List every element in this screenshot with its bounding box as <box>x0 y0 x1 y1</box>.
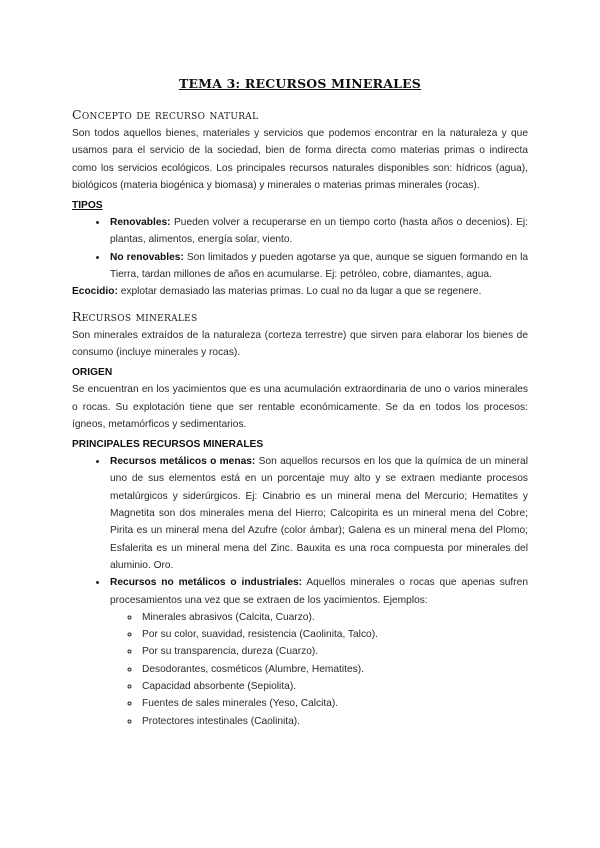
term-metalicos: Recursos metálicos o menas: <box>110 456 256 468</box>
term-renovables: Renovables: <box>110 217 171 229</box>
principales-list <box>72 453 528 730</box>
text-no-metalicos: Aquellos minerales o rocas que apenas sufren procesamientos una vez que se extraen de los yacimientos. Ejemplos: <box>110 577 528 606</box>
text-no-renovables: Son limitados y pueden agotarse ya que, aunque se siguen formando en la Tierra, tardan millones de años en acumularse. Ej: petróleo, cobre, diamantes, agua. <box>110 251 528 281</box>
concepto-paragraph: Son todos aquellos bienes, materiales y servicios que podemos encontrar en la naturaleza y que usamos para el servicio de la sociedad, bien de forma directa como materias primas o indirecta como los servicios ecológicos. Los principales recursos naturales disponibles son: hídricos (agua), biológicos (materia biogénica y biomasa) y minerales o materias primas minerales (rocas). <box>72 128 528 191</box>
list-item-ejemplo: ◦ Fuentes de sales minerales (Yeso, Calcita). <box>140 695 528 712</box>
ejemplos-list <box>110 609 528 730</box>
origen-label: ORIGEN <box>72 367 113 379</box>
list-item-ejemplo: ◦ Por su transparencia, dureza (Cuarzo). <box>140 643 528 660</box>
document-page <box>72 76 528 730</box>
document-title: TEMA 3: RECURSOS MINERALES <box>178 76 422 91</box>
tipos-list <box>72 214 528 283</box>
recursos-paragraph: Son minerales extraídos de la naturaleza (corteza terrestre) que sirven para elaborar los bienes de consumo (incluye minerales y rocas). <box>72 329 528 358</box>
list-item-metalicos <box>108 453 528 574</box>
term-ecocidio: Ecocidio: <box>72 286 118 298</box>
tipos-label: TIPOS <box>72 200 103 212</box>
section-heading-recursos-minerales: Recursos minerales <box>72 308 198 324</box>
ecocidio-paragraph <box>72 283 528 300</box>
text-ecocidio: explotar demasiado las materias primas. Lo cual no da lugar a que se regenere. <box>117 286 482 298</box>
origen-paragraph: Se encuentran en los yacimientos que es una acumulación extraordinaria de uno o varios minerales o rocas. Su explotación tiene que ser rentable económicamente. Se da en todos los procesos: ígneos, metamórficos y sedimentarios. <box>72 384 528 430</box>
list-item-ejemplo: ◦ Por su color, suavidad, resistencia (Caolinita, Talco). <box>140 626 528 643</box>
term-no-renovables: No renovables: <box>110 251 184 263</box>
term-no-metalicos: Recursos no metálicos o industriales: <box>110 577 303 589</box>
list-item-no-renovables <box>108 249 528 284</box>
list-item-ejemplo: ◦ Desodorantes, cosméticos (Alumbre, Hematites). <box>140 661 528 678</box>
list-item-ejemplo: ◦ Protectores intestinales (Caolinita). <box>140 713 528 730</box>
list-item-ejemplo: ◦ Capacidad absorbente (Sepiolita). <box>140 678 528 695</box>
list-item-no-metalicos <box>108 574 528 730</box>
text-renovables: Pueden volver a recuperarse en un tiempo corto (hasta años o decenios). Ej: plantas, alimentos, energía solar, viento. <box>110 217 528 246</box>
principales-label: PRINCIPALES RECURSOS MINERALES <box>72 439 264 451</box>
section-heading-concepto: Concepto de recurso natural <box>72 107 259 122</box>
list-item-ejemplo: ◦ Minerales abrasivos (Calcita, Cuarzo). <box>140 609 528 626</box>
list-item-renovables <box>108 214 528 249</box>
text-metalicos: Son aquellos recursos en los que la química de un mineral uno de sus elementos está en un porcentaje muy alto y se extraen mediante procesos metalúrgicos y siderúrgicos. Ej: Cinabrio es un mineral mena del Mercurio; Hematites y Magnetita son dos minerales mena del Hierro; Calcopirita es un mineral mena del Cobre; Pirita es un mineral mena del Azufre (color ámbar); Galena es un mineral mena del Plomo; Esfalerita es un mineral mena del Zinc. Bauxita es una roca compuesta por minerales del aluminio. Oro. <box>110 456 528 571</box>
